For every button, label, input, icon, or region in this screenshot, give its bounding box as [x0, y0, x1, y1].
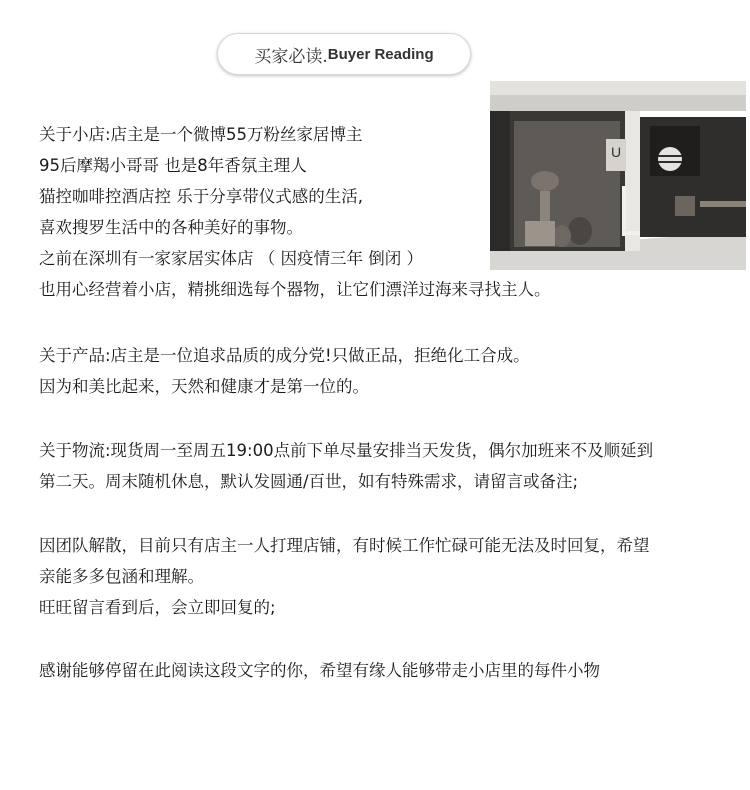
text-line: 95后摩羯小哥哥 也是8年香氛主理人	[39, 156, 307, 175]
text-line: 因团队解散，目前只有店主一人打理店铺，有时候工作忙碌可能无法及时回复，希望	[39, 536, 650, 555]
sign-text: U	[610, 144, 622, 160]
text-line: 因为和美比起来，天然和健康才是第一位的。	[39, 377, 369, 396]
text-line: 喜欢搜罗生活中的各种美好的事物。	[39, 218, 303, 237]
text-line: 也用心经营着小店，精挑细选每个器物，让它们漂洋过海来寻找主人。	[39, 280, 551, 299]
thanks-section	[39, 655, 600, 686]
text-line: 第二天。周末随机休息，默认发圆通/百世，如有特殊需求，请留言或备注;	[39, 472, 579, 491]
title-pill	[217, 33, 471, 75]
title-chinese: 买家必读.	[254, 46, 328, 67]
text-line: 之前在深圳有一家家居实体店 （ 因疫情三年 倒闭 ）	[39, 249, 423, 268]
title-english: Buyer Reading	[327, 45, 434, 63]
text-line: 关于物流:现货周一至周五19:00点前下单尽量安排当天发货，偶尔加班来不及顺延到	[39, 441, 654, 460]
text-line: 猫控咖啡控酒店控 乐于分享带仪式感的生活,	[39, 187, 363, 206]
text-line: 关于产品:店主是一位追求品质的成分党!只做正品，拒绝化工合成。	[39, 346, 530, 365]
text-line: 亲能多多包涵和理解。	[39, 567, 204, 586]
about-products-section	[39, 340, 530, 402]
team-notice-section	[39, 530, 650, 623]
text-line: 关于小店:店主是一个微博55万粉丝家居博主	[39, 125, 363, 144]
text-line: 旺旺留言看到后，会立即回复的;	[39, 598, 276, 617]
text-line: 感谢能够停留在此阅读这段文字的你，希望有缘人能够带走小店里的每件小物	[39, 661, 600, 680]
about-shop-section	[39, 119, 551, 305]
about-logistics-section	[39, 435, 653, 497]
